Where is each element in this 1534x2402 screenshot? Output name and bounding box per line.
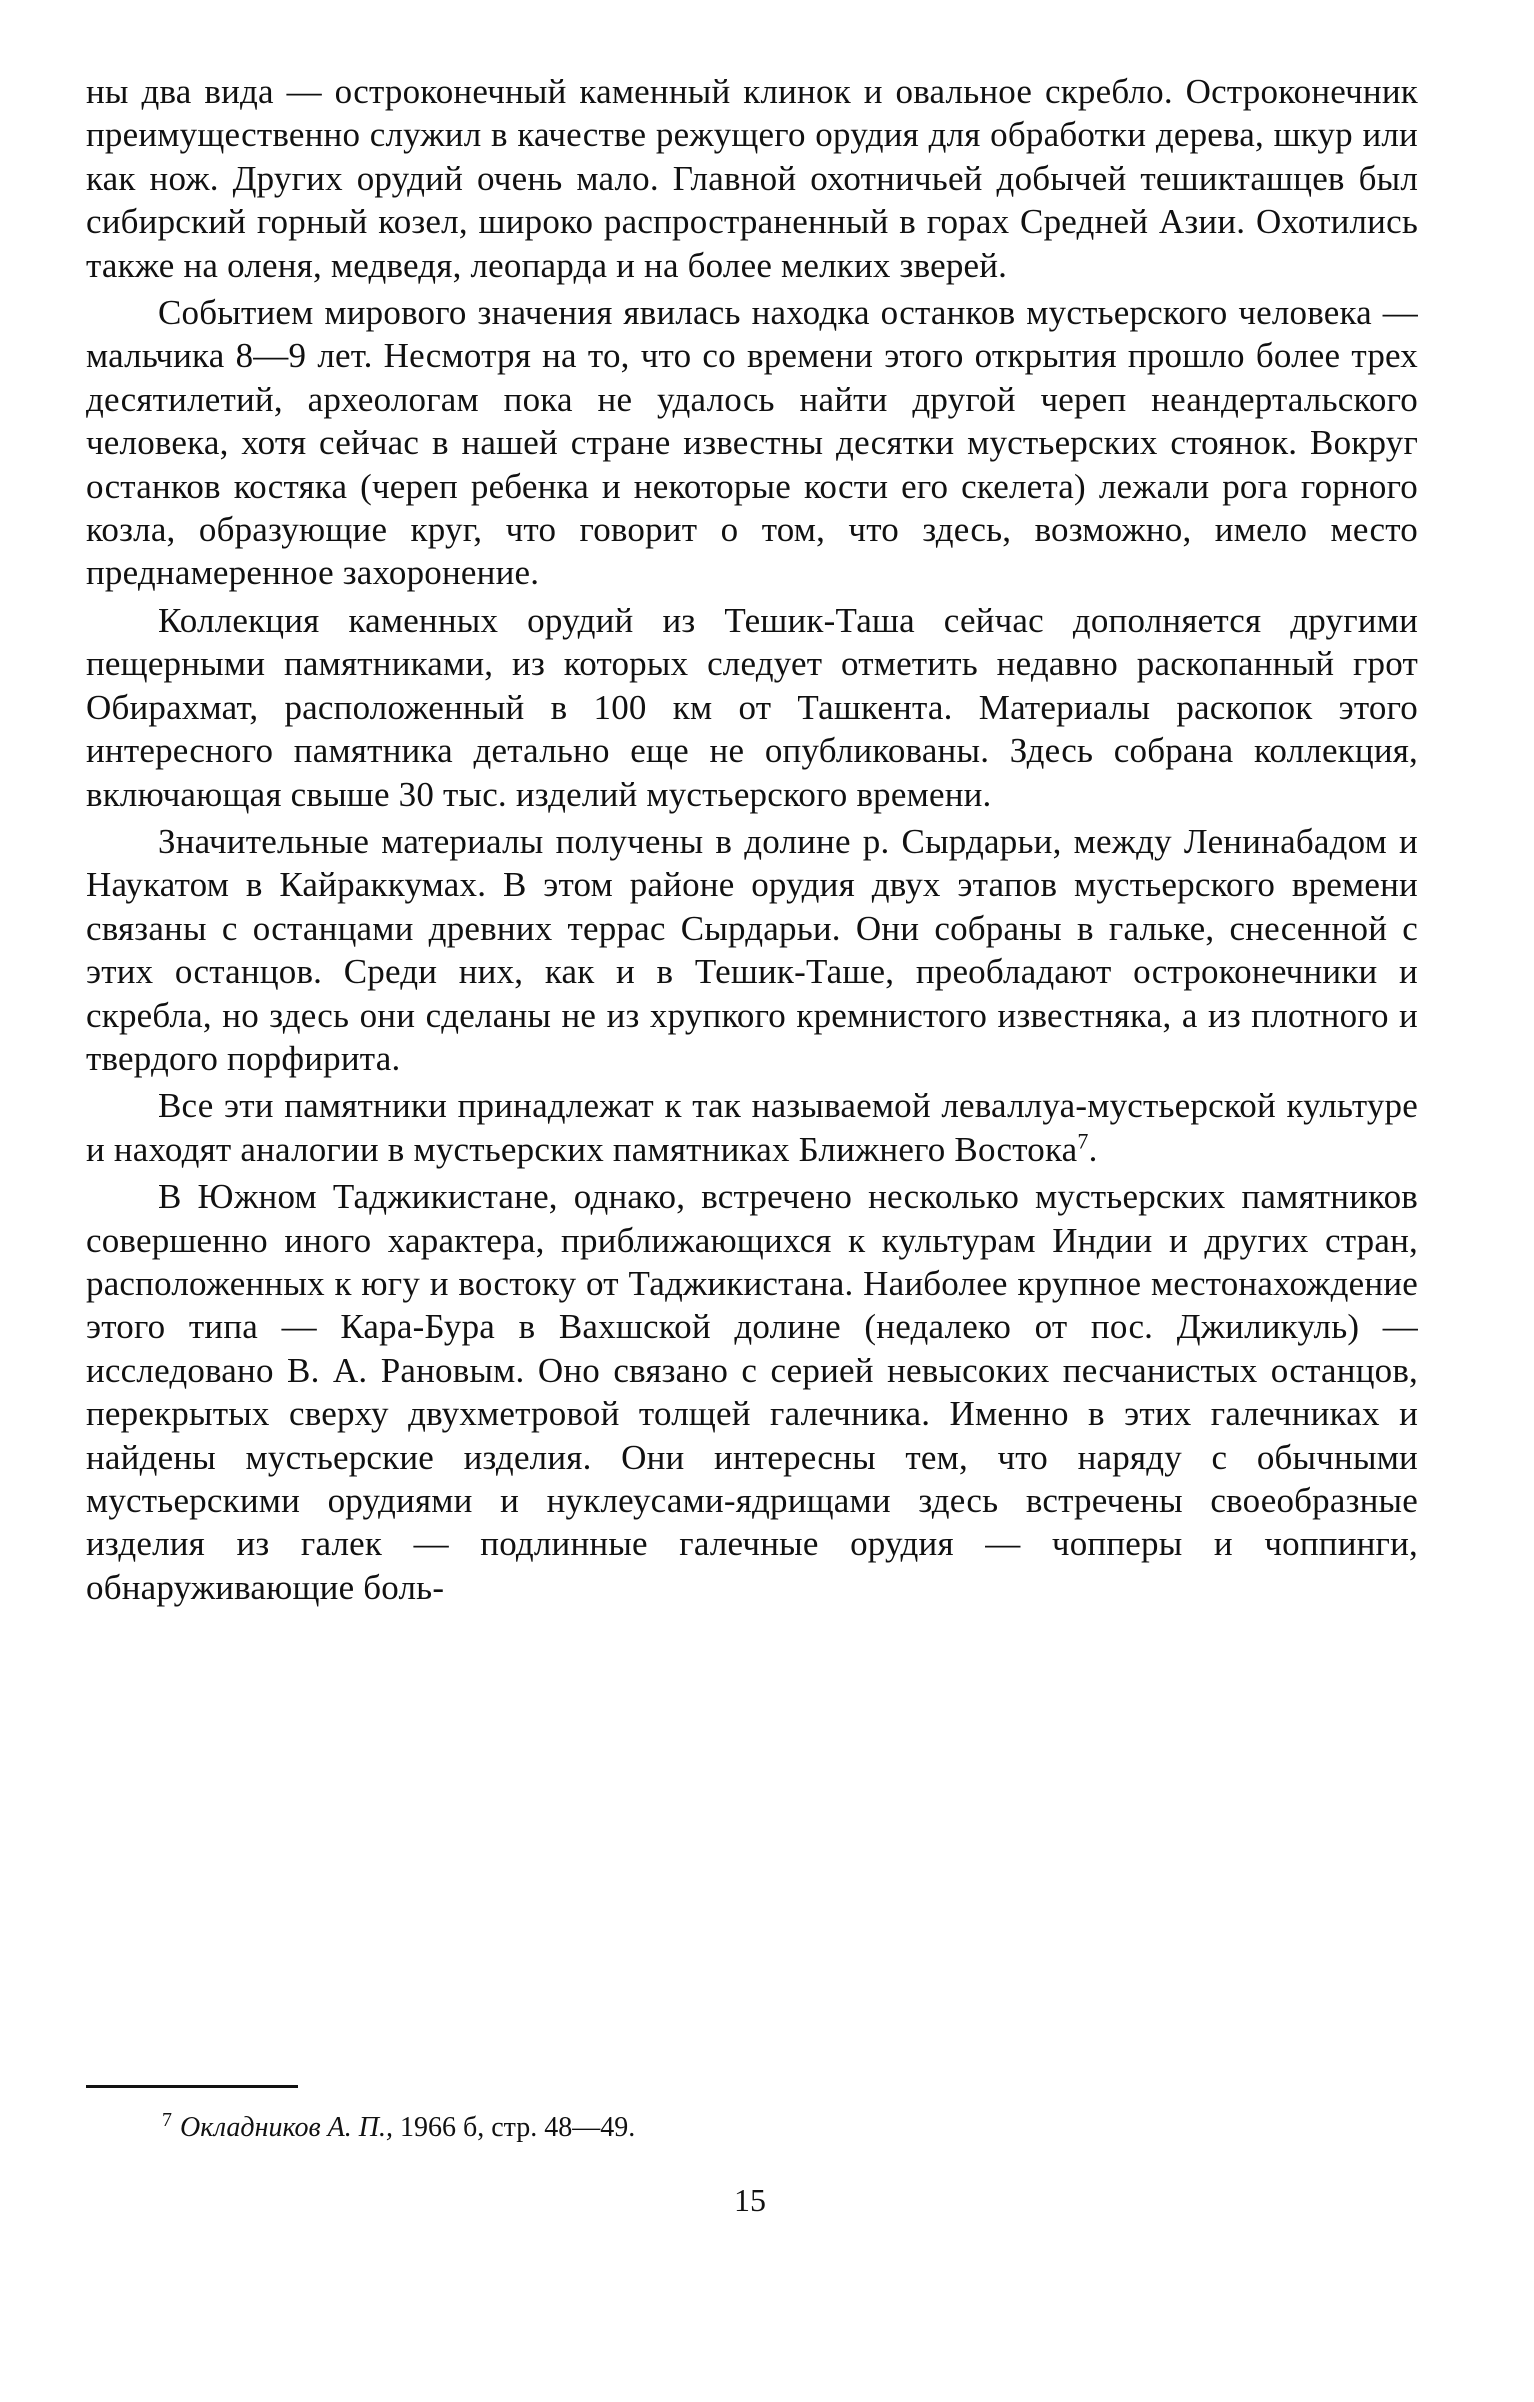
- page-number: 15: [734, 2182, 766, 2218]
- footnote-divider: [86, 2085, 298, 2088]
- footnote: [162, 2110, 1362, 2146]
- footnote-mark: 7: [162, 2108, 172, 2131]
- footnote-author: Окладников А. П.,: [180, 2112, 393, 2143]
- paragraph-5-tail: .: [1088, 1129, 1098, 1169]
- paragraph-1: ны два вида — остроконечный каменный клинок и овальное скребло. Остроконечник преимущественно служил в качестве режущего орудия для обработки дерева, шкур или как нож. Других орудий очень мало. Главной охотничьей добычей тешикташцев был сибирский горный козел, широко распространенный в горах Средней Азии. Охотились также на оленя, медведя, леопарда и на более мелких зверей.: [86, 72, 1418, 285]
- paragraph-5-text: Все эти памятники принадлежат к так называемой леваллуа-мустьерской культуре и находят аналогии в мустьерских памятниках Ближнего Востока: [86, 1086, 1418, 1169]
- page-body: [86, 70, 1418, 1609]
- paragraph-6: В Южном Таджикистане, однако, встречено несколько мустьерских памятников совершенно иного характера, приближающихся к культурам Индии и других стран, расположенных к югу и востоку от Таджикистана. Наиболее крупное местонахождение этого типа — Кара-Бура в Вахшской долине (недалеко от пос. Джиликуль) — исследовано В. А. Рановым. Оно связано с серией невысоких песчанистых останцов, перекрытых сверху двухметровой толщей галечника. Именно в этих галечниках и найдены мустьерские изделия. Они интересны тем, что наряду с обычными мустьерскими орудиями и нуклеусами-ядрищами здесь встречены своеобразные изделия из галек — подлинные галечные орудия — чопперы и чоппинги, обнаруживающие боль-: [86, 1177, 1418, 1607]
- paragraph-3: Коллекция каменных орудий из Тешик-Таша сейчас дополняется другими пещерными памятниками, из которых следует отметить недавно раскопанный грот Обирахмат, расположенный в 100 км от Ташкента. Материалы раскопок этого интересного памятника детально еще не опубликованы. Здесь собрана коллекция, включающая свыше 30 тыс. изделий мустьерского времени.: [86, 600, 1418, 814]
- footnote-reference: 7: [1077, 1128, 1089, 1154]
- paragraph-2: Событием мирового значения явилась находка останков мустьерского человека — мальчика 8—9 лет. Несмотря на то, что со времени этого открытия прошло более трех десятилетий, археологам пока не удалось найти другой череп неандертальского человека, хотя сейчас в нашей стране известны десятки мустьерских стоянок. Вокруг останков костяка (череп ребенка и некоторые кости его скелета) лежали рога горного козла, образующие круг, что говорит о том, что здесь, возможно, имело место преднамеренное захоронение.: [86, 293, 1418, 593]
- footnote-text: 1966 б, стр. 48—49.: [400, 2112, 636, 2143]
- paragraph-5: [86, 1084, 1418, 1171]
- paragraph-4: Значительные материалы получены в долине р. Сырдарьи, между Ленинабадом и Наукатом в Кайраккумах. В этом районе орудия двух этапов мустьерского времени связаны с останцами древних террас Сырдарьи. Они собраны в гальке, снесенной с этих останцов. Среди них, как и в Тешик-Таше, преобладают остроконечники и скребла, но здесь они сделаны не из хрупкого кремнистого известняка, а из плотного и твердого порфирита.: [86, 821, 1418, 1078]
